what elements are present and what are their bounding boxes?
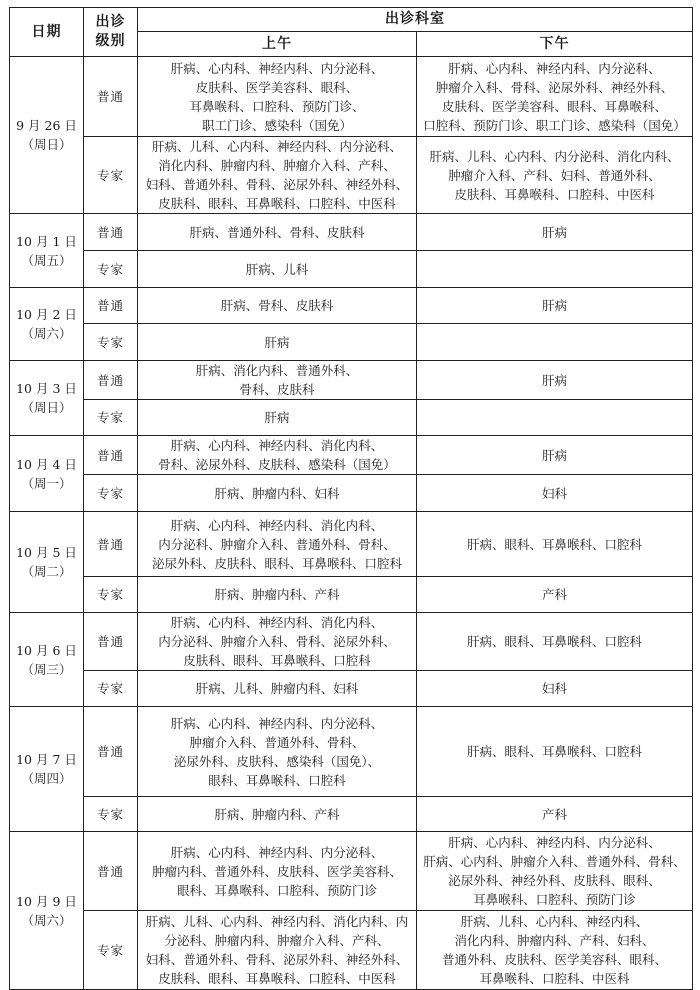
expert-pm-depts bbox=[417, 324, 693, 361]
schedule-row-normal bbox=[10, 436, 693, 475]
expert-pm-depts bbox=[417, 137, 693, 214]
schedule-row-expert bbox=[10, 911, 693, 990]
dept-line: 骨科、泌尿外科、皮肤科、感染科（国免） bbox=[158, 457, 396, 472]
dept-line: 皮肤科、眼科、耳鼻喉科、口腔科、中医科 bbox=[158, 971, 396, 986]
dept-line: 肝病、儿科、心内科、内分泌科、消化内科、 bbox=[429, 148, 680, 164]
dept-line: 肝病、心内科、神经内科、内分泌科、 bbox=[170, 715, 384, 731]
expert-am-depts bbox=[138, 671, 417, 707]
normal-pm-depts bbox=[417, 361, 693, 400]
weekday-label: （周日） bbox=[21, 137, 72, 152]
dept-line: 肝病、眼科、耳鼻喉科、口腔科 bbox=[466, 744, 642, 759]
schedule-row-expert bbox=[10, 671, 693, 707]
header-pm: 下午 bbox=[417, 32, 693, 57]
dept-line: 内分泌科、肿瘤介入科、骨科、泌尿外科、 bbox=[158, 634, 396, 649]
normal-pm-depts bbox=[417, 613, 693, 671]
dept-line: 肝病、心内科、肿瘤介入科、普通外科、骨科、 bbox=[423, 854, 686, 869]
dept-line: 肝病、儿科、心内科、神经内科、 bbox=[460, 914, 649, 929]
dept-line: 肝病、肿瘤内科、产科 bbox=[214, 587, 340, 602]
clinic-schedule-table bbox=[9, 7, 693, 990]
weekday-label: （周五） bbox=[21, 252, 72, 268]
date-cell bbox=[10, 361, 84, 436]
schedule-row-normal bbox=[10, 57, 693, 137]
dept-line: 肝病、儿科 bbox=[245, 261, 309, 277]
dept-line: 皮肤科、眼科、耳鼻喉科、口腔科、中医科 bbox=[158, 196, 396, 211]
expert-am-depts bbox=[138, 400, 417, 436]
date-cell bbox=[10, 613, 84, 707]
level-normal: 普通 bbox=[84, 214, 138, 251]
level-expert: 专家 bbox=[84, 137, 138, 214]
dept-line: 肿瘤内科、普通外科、皮肤科、医学美容科、 bbox=[151, 863, 402, 879]
dept-line: 妇科 bbox=[541, 485, 567, 501]
normal-am-depts bbox=[138, 288, 417, 324]
dept-line: 肝病 bbox=[264, 410, 290, 425]
header-level-line1: 出诊 bbox=[95, 14, 126, 30]
header-level bbox=[84, 8, 138, 57]
expert-pm-depts bbox=[417, 400, 693, 436]
date-cell bbox=[10, 512, 84, 613]
dept-line: 耳鼻喉科、口腔科、预防门诊、 bbox=[189, 98, 365, 114]
level-normal: 普通 bbox=[84, 613, 138, 671]
schedule-row-expert bbox=[10, 475, 693, 512]
normal-pm-depts bbox=[417, 832, 693, 911]
normal-am-depts bbox=[138, 707, 417, 797]
dept-line: 肝病、普通外科、骨科、皮肤科 bbox=[189, 224, 365, 240]
date-label: 10 月 5 日 bbox=[16, 545, 77, 560]
date-cell bbox=[10, 707, 84, 832]
weekday-label: （周六） bbox=[21, 326, 72, 341]
expert-pm-depts bbox=[417, 797, 693, 832]
dept-line: 产科 bbox=[541, 806, 567, 822]
dept-line: 肝病、心内科、神经内科、内分泌科、 bbox=[170, 844, 384, 860]
expert-pm-depts bbox=[417, 577, 693, 613]
dept-line: 皮肤科、医学美容科、眼科、耳鼻喉科、 bbox=[441, 98, 667, 114]
header-level-line2: 级别 bbox=[95, 33, 126, 49]
expert-pm-depts bbox=[417, 671, 693, 707]
normal-pm-depts bbox=[417, 707, 693, 797]
level-expert: 专家 bbox=[84, 475, 138, 512]
date-cell bbox=[10, 832, 84, 990]
dept-line: 肝病、儿科、心内科、神经内科、内分泌科、 bbox=[151, 139, 402, 154]
normal-pm-depts bbox=[417, 512, 693, 577]
schedule-row-expert bbox=[10, 577, 693, 613]
dept-line: 肝病、心内科、神经内科、消化内科、 bbox=[170, 615, 384, 630]
header-dept: 出诊科室 bbox=[138, 8, 693, 32]
dept-line: 肿瘤介入科、产科、妇科、普通外科、 bbox=[448, 167, 661, 183]
level-expert: 专家 bbox=[84, 251, 138, 288]
schedule-body bbox=[10, 8, 693, 990]
schedule-row-normal bbox=[10, 707, 693, 797]
dept-line: 皮肤科、医学美容科、眼科、 bbox=[195, 79, 359, 95]
dept-line: 肝病 bbox=[541, 447, 567, 463]
normal-am-depts bbox=[138, 436, 417, 475]
dept-line: 泌尿外科、皮肤科、眼科、耳鼻喉科、口腔科 bbox=[151, 555, 402, 571]
schedule-row-expert bbox=[10, 137, 693, 214]
dept-line: 肝病 bbox=[541, 372, 567, 388]
level-expert: 专家 bbox=[84, 797, 138, 832]
date-label: 10 月 3 日 bbox=[16, 381, 77, 396]
dept-line: 耳鼻喉科、口腔科、预防门诊 bbox=[473, 892, 636, 907]
normal-am-depts bbox=[138, 361, 417, 400]
dept-line: 口腔科、预防门诊、职工门诊、感染科（国免） bbox=[423, 117, 686, 133]
dept-line: 肝病、肿瘤内科、妇科 bbox=[214, 485, 340, 501]
dept-line: 肝病、骨科、皮肤科 bbox=[220, 298, 334, 313]
date-label: 10 月 4 日 bbox=[16, 456, 77, 472]
level-expert: 专家 bbox=[84, 671, 138, 707]
dept-line: 肿瘤介入科、普通外科、骨科、 bbox=[189, 734, 365, 750]
date-cell bbox=[10, 57, 84, 214]
expert-pm-depts bbox=[417, 251, 693, 288]
dept-line: 肿瘤介入科、骨科、泌尿外科、神经外科、 bbox=[435, 79, 674, 95]
dept-line: 骨科、皮肤科 bbox=[239, 382, 315, 397]
date-cell bbox=[10, 214, 84, 288]
level-normal: 普通 bbox=[84, 436, 138, 475]
dept-line: 肝病、心内科、神经内科、消化内科、 bbox=[170, 438, 384, 453]
level-expert: 专家 bbox=[84, 911, 138, 990]
level-expert: 专家 bbox=[84, 324, 138, 361]
level-expert: 专家 bbox=[84, 400, 138, 436]
normal-pm-depts bbox=[417, 288, 693, 324]
schedule-row-normal bbox=[10, 214, 693, 251]
dept-line: 消化内科、肿瘤内科、肿瘤介入科、产科、 bbox=[158, 158, 396, 173]
weekday-label: （周三） bbox=[21, 661, 72, 677]
dept-line: 皮肤科、眼科、耳鼻喉科、口腔科 bbox=[183, 653, 371, 668]
weekday-label: （周六） bbox=[21, 912, 72, 928]
normal-pm-depts bbox=[417, 436, 693, 475]
schedule-row-expert bbox=[10, 324, 693, 361]
weekday-label: （周四） bbox=[21, 771, 72, 786]
header-am: 上午 bbox=[138, 32, 417, 57]
date-label: 10 月 2 日 bbox=[16, 307, 77, 322]
expert-am-depts bbox=[138, 911, 417, 990]
dept-line: 肝病 bbox=[264, 334, 290, 350]
dept-line: 肝病、消化内科、普通外科、 bbox=[195, 363, 359, 378]
level-normal: 普通 bbox=[84, 57, 138, 137]
date-label: 10 月 9 日 bbox=[16, 893, 77, 909]
level-normal: 普通 bbox=[84, 512, 138, 577]
expert-pm-depts bbox=[417, 475, 693, 512]
weekday-label: （周一） bbox=[21, 475, 72, 491]
dept-line: 眼科、耳鼻喉科、口腔科、预防门诊 bbox=[176, 882, 377, 898]
dept-line: 泌尿外科、皮肤科、感染科（国免）、 bbox=[173, 753, 381, 769]
normal-pm-depts bbox=[417, 57, 693, 137]
schedule-row-normal bbox=[10, 361, 693, 400]
schedule-row-normal bbox=[10, 613, 693, 671]
normal-am-depts bbox=[138, 214, 417, 251]
level-normal: 普通 bbox=[84, 361, 138, 400]
expert-am-depts bbox=[138, 577, 417, 613]
schedule-row-normal bbox=[10, 288, 693, 324]
level-normal: 普通 bbox=[84, 832, 138, 911]
dept-line: 肝病、心内科、神经内科、内分泌科、 bbox=[170, 60, 384, 76]
normal-am-depts bbox=[138, 613, 417, 671]
date-cell bbox=[10, 288, 84, 361]
normal-am-depts bbox=[138, 57, 417, 137]
date-label: 10 月 6 日 bbox=[16, 642, 77, 658]
normal-pm-depts bbox=[417, 214, 693, 251]
dept-line: 泌尿外科、神经外科、皮肤科、眼科、 bbox=[448, 873, 661, 888]
dept-line: 职工门诊、感染科（国免） bbox=[201, 117, 352, 133]
header-date: 日期 bbox=[10, 8, 84, 57]
dept-line: 肝病 bbox=[541, 224, 567, 240]
expert-am-depts bbox=[138, 251, 417, 288]
expert-pm-depts bbox=[417, 911, 693, 990]
dept-line: 分泌科、肿瘤内科、肿瘤介入科、产科、 bbox=[164, 933, 390, 948]
expert-am-depts bbox=[138, 324, 417, 361]
dept-line: 肝病、心内科、神经内科、消化内科、 bbox=[170, 517, 384, 533]
expert-am-depts bbox=[138, 475, 417, 512]
dept-line: 肝病、肿瘤内科、产科 bbox=[214, 806, 340, 822]
dept-line: 肝病、心内科、神经内科、内分泌科、 bbox=[448, 835, 661, 850]
weekday-label: （周二） bbox=[21, 564, 72, 579]
date-label: 10 月 1 日 bbox=[16, 233, 77, 249]
dept-line: 肝病 bbox=[541, 298, 567, 313]
level-expert: 专家 bbox=[84, 577, 138, 613]
date-label: 9 月 26 日 bbox=[16, 118, 77, 133]
date-cell bbox=[10, 436, 84, 512]
schedule-row-expert bbox=[10, 797, 693, 832]
dept-line: 内分泌科、肿瘤介入科、普通外科、骨科、 bbox=[158, 536, 396, 552]
date-label: 10 月 7 日 bbox=[16, 752, 77, 767]
dept-line: 消化内科、肿瘤内科、产科、妇科、 bbox=[454, 933, 655, 948]
dept-line: 肝病、眼科、耳鼻喉科、口腔科 bbox=[466, 634, 642, 649]
normal-am-depts bbox=[138, 832, 417, 911]
dept-line: 普通外科、皮肤科、医学美容科、眼科、 bbox=[441, 952, 667, 967]
level-normal: 普通 bbox=[84, 707, 138, 797]
dept-line: 肝病、眼科、耳鼻喉科、口腔科 bbox=[466, 536, 642, 552]
schedule-row-expert bbox=[10, 400, 693, 436]
dept-line: 妇科 bbox=[541, 681, 567, 696]
dept-line: 妇科、普通外科、骨科、泌尿外科、神经外科、 bbox=[145, 177, 409, 192]
dept-line: 皮肤科、耳鼻喉科、口腔科、中医科 bbox=[454, 186, 655, 202]
dept-line: 产科 bbox=[541, 587, 567, 602]
dept-line: 肝病、心内科、神经内科、内分泌科、 bbox=[448, 60, 661, 76]
dept-line: 肝病、儿科、肿瘤内科、妇科 bbox=[195, 681, 359, 696]
schedule-row-expert bbox=[10, 251, 693, 288]
expert-am-depts bbox=[138, 137, 417, 214]
dept-line: 眼科、耳鼻喉科、口腔科 bbox=[208, 772, 346, 788]
schedule-row-normal bbox=[10, 832, 693, 911]
level-normal: 普通 bbox=[84, 288, 138, 324]
weekday-label: （周日） bbox=[21, 400, 72, 415]
header-row-top bbox=[10, 8, 693, 32]
normal-am-depts bbox=[138, 512, 417, 577]
schedule-row-normal bbox=[10, 512, 693, 577]
dept-line: 妇科、普通外科、骨科、泌尿外科、神经外科、 bbox=[145, 952, 409, 967]
dept-line: 耳鼻喉科、口腔科、中医科 bbox=[479, 971, 630, 986]
expert-am-depts bbox=[138, 797, 417, 832]
dept-line: 肝病、儿科、心内科、神经内科、消化内科、内 bbox=[145, 914, 409, 929]
